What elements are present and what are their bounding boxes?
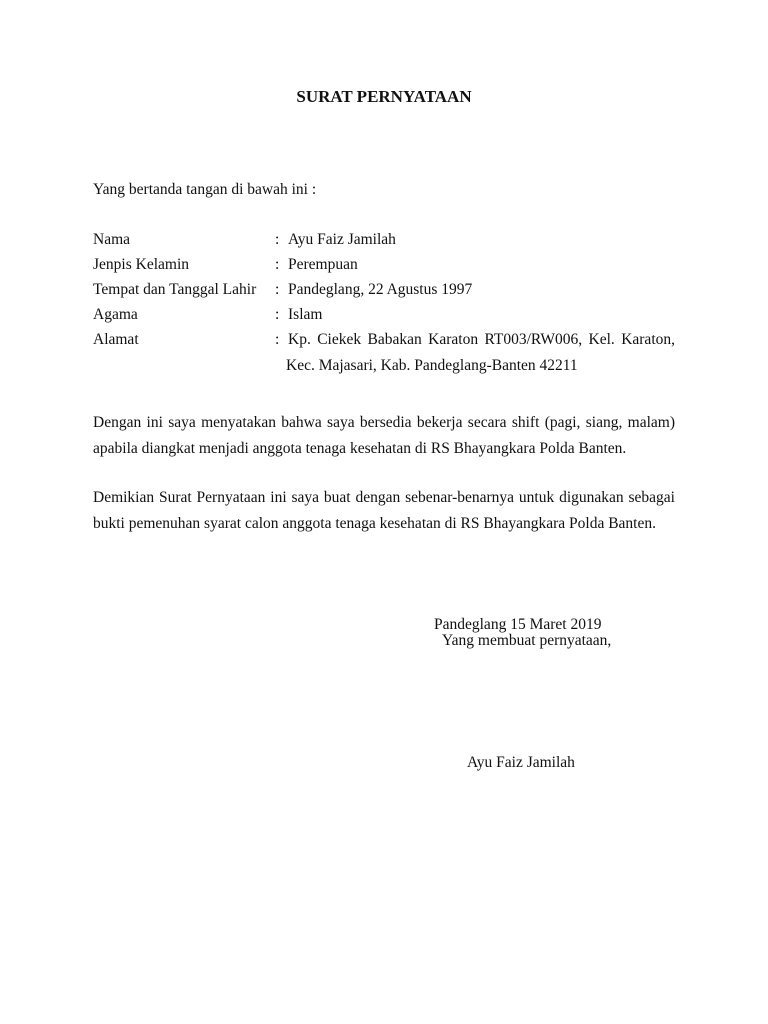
field-value-ttl: Pandeglang, 22 Agustus 1997 [288, 281, 473, 298]
field-colon: : [275, 281, 280, 298]
field-label-ttl: Tempat dan Tanggal Lahir [93, 281, 257, 298]
signature-place-date: Pandeglang 15 Maret 2019 [434, 616, 602, 633]
field-value-alamat-line2: Kec. Majasari, Kab. Pandeglang-Banten 42211 [286, 357, 578, 374]
paragraph-2-line-1: Demikian Surat Pernyataan ini saya buat dengan sebenar-benarnya untuk digunakan sebagai [93, 489, 675, 506]
field-colon: : [275, 306, 280, 323]
field-value-agama: Islam [288, 306, 323, 323]
signature-role: Yang membuat pernyataan, [442, 632, 612, 649]
paragraph-1-line-1: Dengan ini saya menyatakan bahwa saya bersedia bekerja secara shift (pagi, siang, malam) [93, 414, 675, 431]
field-label-agama: Agama [93, 306, 138, 323]
signature-name: Ayu Faiz Jamilah [467, 754, 575, 771]
field-colon: : [275, 331, 280, 348]
field-colon: : [275, 256, 280, 273]
field-value-nama: Ayu Faiz Jamilah [288, 231, 396, 248]
field-value-alamat: Kp. Ciekek Babakan Karaton RT003/RW006, Kel. Karaton, [288, 331, 675, 348]
field-label-alamat: Alamat [93, 331, 139, 348]
paragraph-1-line-2: apabila diangkat menjadi anggota tenaga kesehatan di RS Bhayangkara Polda Banten. [93, 440, 627, 457]
field-label-jenis-kelamin: Jenpis Kelamin [93, 256, 189, 273]
paragraph-2-line-2: bukti pemenuhan syarat calon anggota tenaga kesehatan di RS Bhayangkara Polda Banten. [93, 515, 656, 532]
document-title: SURAT PERNYATAAN [296, 87, 472, 106]
field-colon: : [275, 231, 280, 248]
intro-text: Yang bertanda tangan di bawah ini : [93, 181, 317, 198]
field-label-nama: Nama [93, 231, 131, 248]
field-value-jenis-kelamin: Perempuan [288, 256, 358, 273]
